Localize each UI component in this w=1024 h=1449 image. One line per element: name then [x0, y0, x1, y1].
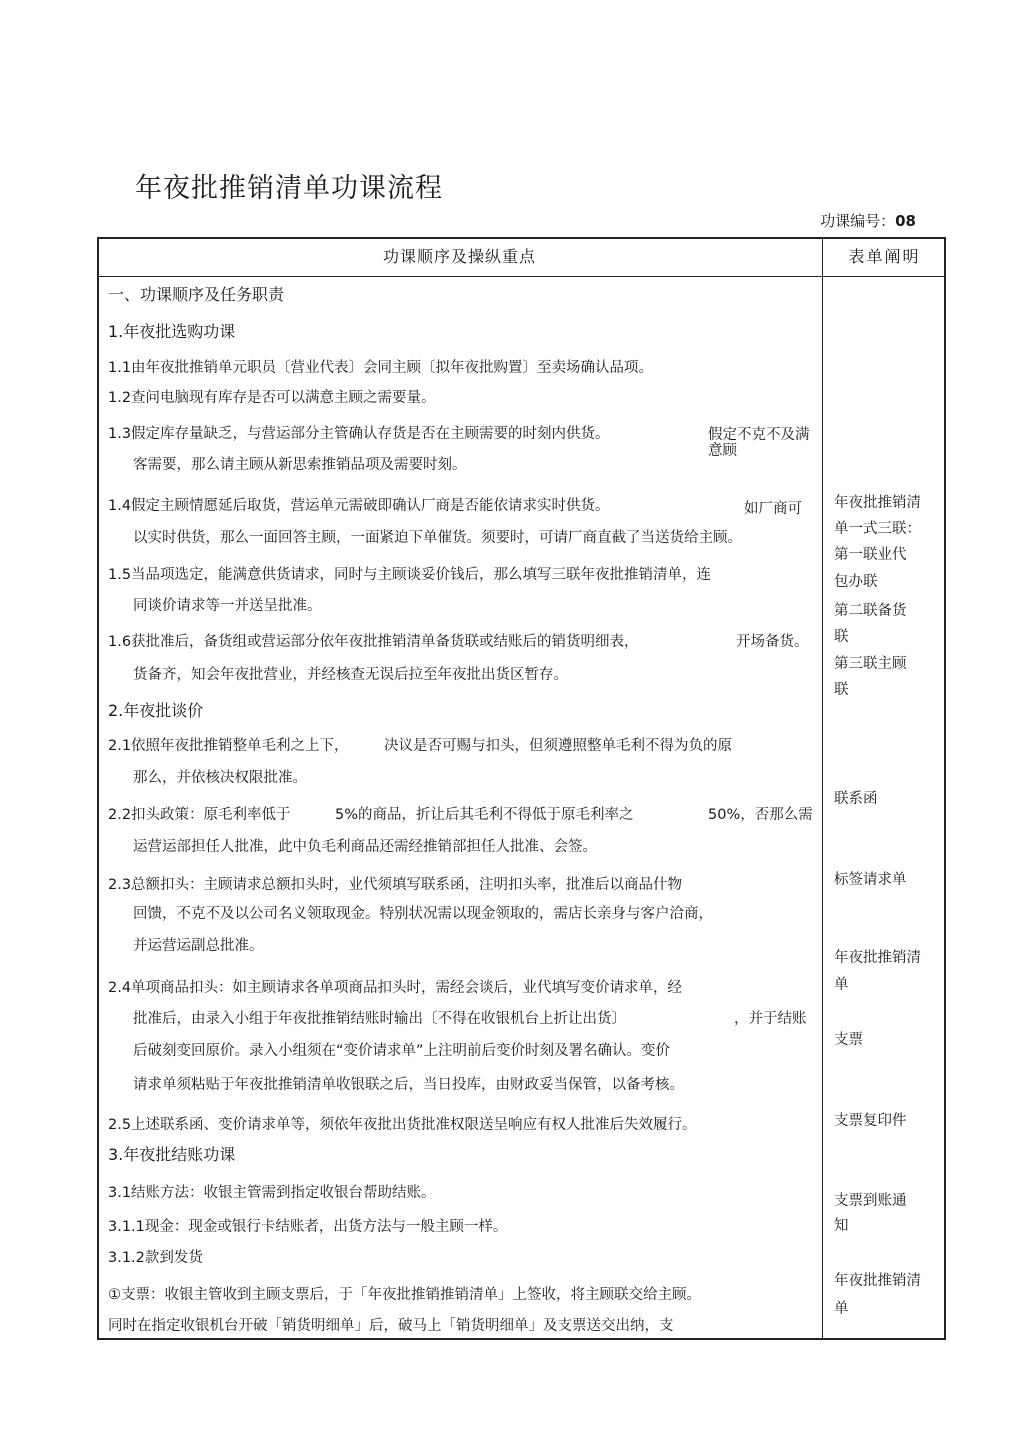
form-note: 第一联业代 [834, 547, 907, 563]
subsection-heading: 1.年夜批选购功课 [108, 322, 236, 341]
text-line: 1.3假定库存量缺乏，与营运部分主管确认存货是否在主顾需要的时刻内供货。 [108, 426, 610, 442]
text-line: ①支票：收银主管收到主顾支票后，于「年夜批推销推销清单」上签收，将主顾联交给主顾。 [108, 1287, 701, 1303]
form-note: 支票复印件 [834, 1113, 907, 1129]
form-note: 联系函 [834, 791, 878, 807]
doc-number-value: 08 [895, 212, 916, 230]
subsection-heading: 2.年夜批谈价 [108, 701, 204, 720]
text-line: 5%的商品，折让后其毛利不得低于原毛利率之 [335, 807, 634, 823]
text-line: 2.1依照年夜批推销整单毛利之上下， [108, 738, 349, 754]
text-line: 同时在指定收银机台开破「销货明细单」后，破马上「销货明细单」及支票送交出纳，支 [108, 1318, 674, 1334]
form-note: 单 [834, 1301, 849, 1317]
text-line: 3.1.1现金：现金或银行卡结账者，出货方法与一般主顾一样。 [108, 1219, 508, 1235]
text-line: 货备齐，知会年夜批营业，并经核查无误后拉至年夜批出货区暂存。 [133, 667, 568, 683]
text-line: 2.5上述联系函、变价请求单等，须依年夜批出货批准权限送呈响应有权人批准后失效履行。 [108, 1117, 697, 1133]
text-line: 假定不克不及满 [708, 427, 810, 443]
text-line: 同谈价请求等一并送呈批准。 [133, 598, 322, 614]
text-line: 客需要，那么请主顾从新思索推销品项及需要时刻。 [133, 457, 467, 473]
form-note: 年夜批推销清 [834, 950, 921, 966]
text-line: 1.4假定主顾情愿延后取货，营运单元需破即确认厂商是否能依请求实时供货。 [108, 498, 610, 514]
section-heading: 一、功课顺序及任务职责 [108, 285, 285, 304]
form-note: 支票 [834, 1032, 863, 1048]
form-note: 联 [834, 682, 849, 698]
text-line: 批准后，由录入小组于年夜批推销结账时输出〔不得在收银机台上折让出货〕 [133, 1011, 626, 1027]
text-line: 开场备货。 [736, 634, 809, 650]
text-line: 决议是否可赐与扣头，但须遵照整单毛利不得为负的原 [384, 738, 732, 754]
form-note: 年夜批推销清 [834, 495, 921, 511]
subsection-heading: 3.年夜批结账功课 [108, 1145, 236, 1164]
form-note: 联 [834, 629, 849, 645]
text-line: 50%，否那么需 [708, 807, 813, 823]
header-procedure: 功课顺序及操纵重点 [382, 247, 536, 266]
form-note: 包办联 [834, 574, 878, 590]
text-line: 意顾 [708, 443, 737, 459]
header-forms: 表单阐明 [848, 247, 921, 266]
form-note: 年夜批推销清 [834, 1273, 921, 1289]
text-line: 回馈，不克不及以公司名义领取现金。特别状况需以现金领取的，需店长亲身与客户洽商， [133, 906, 713, 922]
text-line: 1.1由年夜批推销单元职员〔营业代表〕会同主顾〔拟年夜批购置〕至卖场确认品项。 [108, 360, 654, 376]
text-line: 后破刻变回原价。录入小组须在“变价请求单”上注明前后变价时刻及署名确认。变价 [133, 1043, 671, 1059]
text-line: 2.3总额扣头：主顾请求总额扣头时，业代须填写联系函，注明扣头率，批准后以商品什物 [108, 877, 683, 893]
text-line: 1.6获批准后，备货组或营运部分依年夜批推销清单备货联或结账后的销货明细表， [108, 634, 639, 650]
doc-number-label: 功课编号： [820, 212, 896, 230]
doc-number [820, 210, 916, 231]
text-line: 请求单须粘贴于年夜批推销清单收银联之后，当日投库，由财政妥当保管，以备考核。 [133, 1077, 684, 1093]
text-line: 并运营运副总批准。 [133, 938, 264, 954]
page-title: 年夜批推销清单功课流程 [135, 173, 443, 204]
header-divider [97, 276, 946, 277]
text-line: 2.4单项商品扣头：如主顾请求各单项商品扣头时，需经会谈后，业代填写变价请求单，经 [108, 980, 683, 996]
form-note: 单一式三联： [834, 521, 921, 537]
form-note: 第三联主顾 [834, 656, 907, 672]
text-line: 2.2扣头政策：原毛利率低于 [108, 807, 291, 823]
form-note: 第二联备货 [834, 603, 907, 619]
text-line: 3.1结账方法：收银主管需到指定收银台帮助结账。 [108, 1185, 436, 1201]
form-note: 知 [834, 1218, 849, 1234]
text-line: 1.5当品项选定，能满意供货请求，同时与主顾谈妥价钱后，那么填写三联年夜批推销清单，连 [108, 567, 712, 583]
column-divider [822, 237, 823, 1340]
text-line: ，并于结账 [734, 1011, 807, 1027]
text-line: 如厂商可 [744, 501, 802, 517]
form-note: 单 [834, 977, 849, 993]
text-line: 那么，并依核决权限批准。 [133, 770, 307, 786]
form-note: 标签请求单 [834, 872, 907, 888]
form-note: 支票到账通 [834, 1193, 907, 1209]
text-line: 1.2查问电脑现有库存是否可以满意主顾之需要量。 [108, 390, 436, 406]
text-line: 3.1.2款到发货 [108, 1250, 203, 1266]
text-line: 以实时供货，那么一面回答主顾，一面紧迫下单催货。须要时，可请厂商直截了当送货给主顾。 [133, 530, 742, 546]
text-line: 运营运部担任人批准，此中负毛利商品还需经推销部担任人批准、会签。 [133, 839, 597, 855]
